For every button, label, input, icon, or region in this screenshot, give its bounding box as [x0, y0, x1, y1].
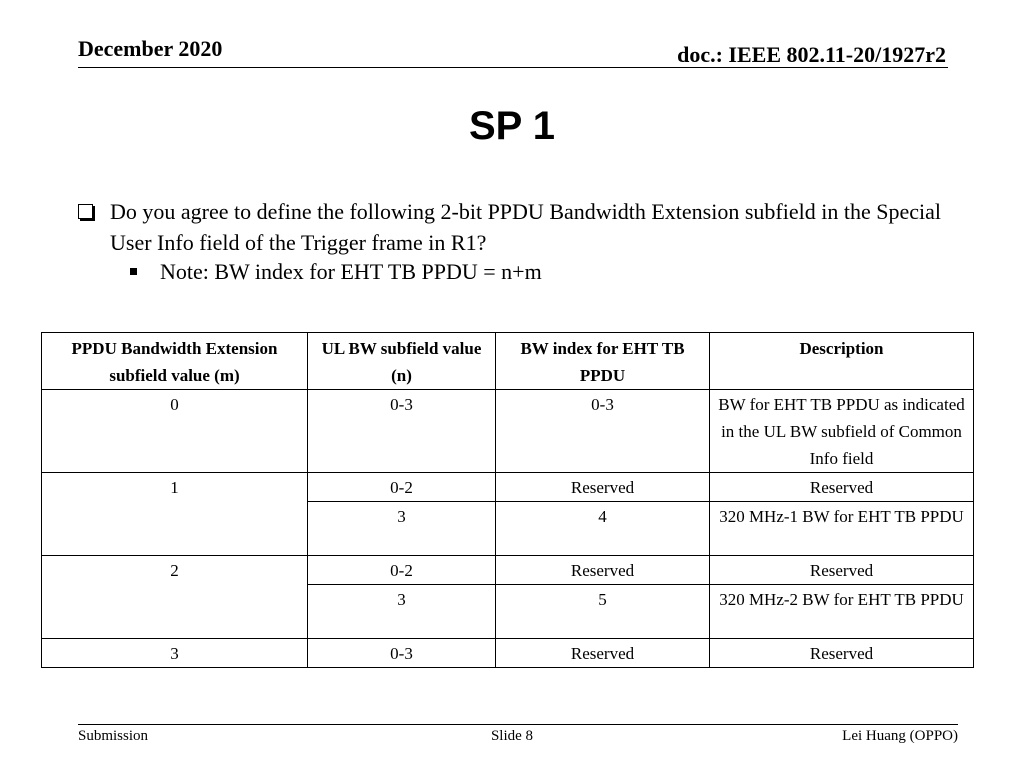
cell-description: Reserved — [710, 639, 974, 668]
footer-slide-number: Slide 8 — [490, 728, 534, 744]
header-date: December 2020 — [78, 36, 223, 61]
table-header-row — [42, 333, 974, 390]
cell-description: 320 MHz-2 BW for EHT TB PPDU — [710, 585, 974, 639]
cell-description: BW for EHT TB PPDU as indicated in the UL BW subfield of Common Info field — [710, 390, 974, 473]
header-n: UL BW subfield value (n) — [308, 333, 496, 390]
cell-description: 320 MHz-1 BW for EHT TB PPDU — [710, 502, 974, 556]
cell-bw-index: 4 — [496, 502, 710, 556]
cell-n: 3 — [308, 502, 496, 556]
bullet-main-text: Do you agree to define the following 2-bit PPDU Bandwidth Extension subfield in the Special User Info field of the Trigger frame in R1? — [110, 199, 941, 255]
footer-divider — [78, 724, 958, 725]
header-doc-id: doc.: IEEE 802.11-20/1927r2 — [677, 42, 946, 67]
cell-m: 1 — [42, 473, 308, 556]
bullet-sub — [130, 258, 542, 286]
table-row — [42, 556, 974, 585]
cell-bw-index: 5 — [496, 585, 710, 639]
cell-m: 3 — [42, 639, 308, 668]
cell-m: 0 — [42, 390, 308, 473]
table-row — [42, 390, 974, 473]
square-bullet-icon — [130, 268, 137, 275]
footer-submission: Submission — [78, 728, 149, 744]
header-bw-index: BW index for EHT TB PPDU — [496, 333, 710, 390]
bullet-sub-text: Note: BW index for EHT TB PPDU = n+m — [160, 259, 542, 284]
cell-n: 0-3 — [308, 639, 496, 668]
cell-bw-index: Reserved — [496, 639, 710, 668]
cell-description: Reserved — [710, 556, 974, 585]
header-description: Description — [710, 333, 974, 390]
checkbox-bullet-icon — [78, 204, 93, 219]
header-m: PPDU Bandwidth Extension subfield value (m) — [42, 333, 308, 390]
bandwidth-extension-table — [41, 332, 974, 668]
header-divider — [78, 67, 948, 68]
table-row — [42, 473, 974, 502]
cell-n: 0-2 — [308, 473, 496, 502]
cell-n: 0-3 — [308, 390, 496, 473]
bullet-main — [78, 196, 958, 258]
slide-title: SP 1 — [469, 104, 555, 148]
cell-bw-index: Reserved — [496, 556, 710, 585]
cell-description: Reserved — [710, 473, 974, 502]
cell-m: 2 — [42, 556, 308, 639]
footer-author: Lei Huang (OPPO) — [842, 728, 958, 744]
cell-n: 3 — [308, 585, 496, 639]
cell-bw-index: 0-3 — [496, 390, 710, 473]
cell-n: 0-2 — [308, 556, 496, 585]
table-row — [42, 639, 974, 668]
cell-bw-index: Reserved — [496, 473, 710, 502]
